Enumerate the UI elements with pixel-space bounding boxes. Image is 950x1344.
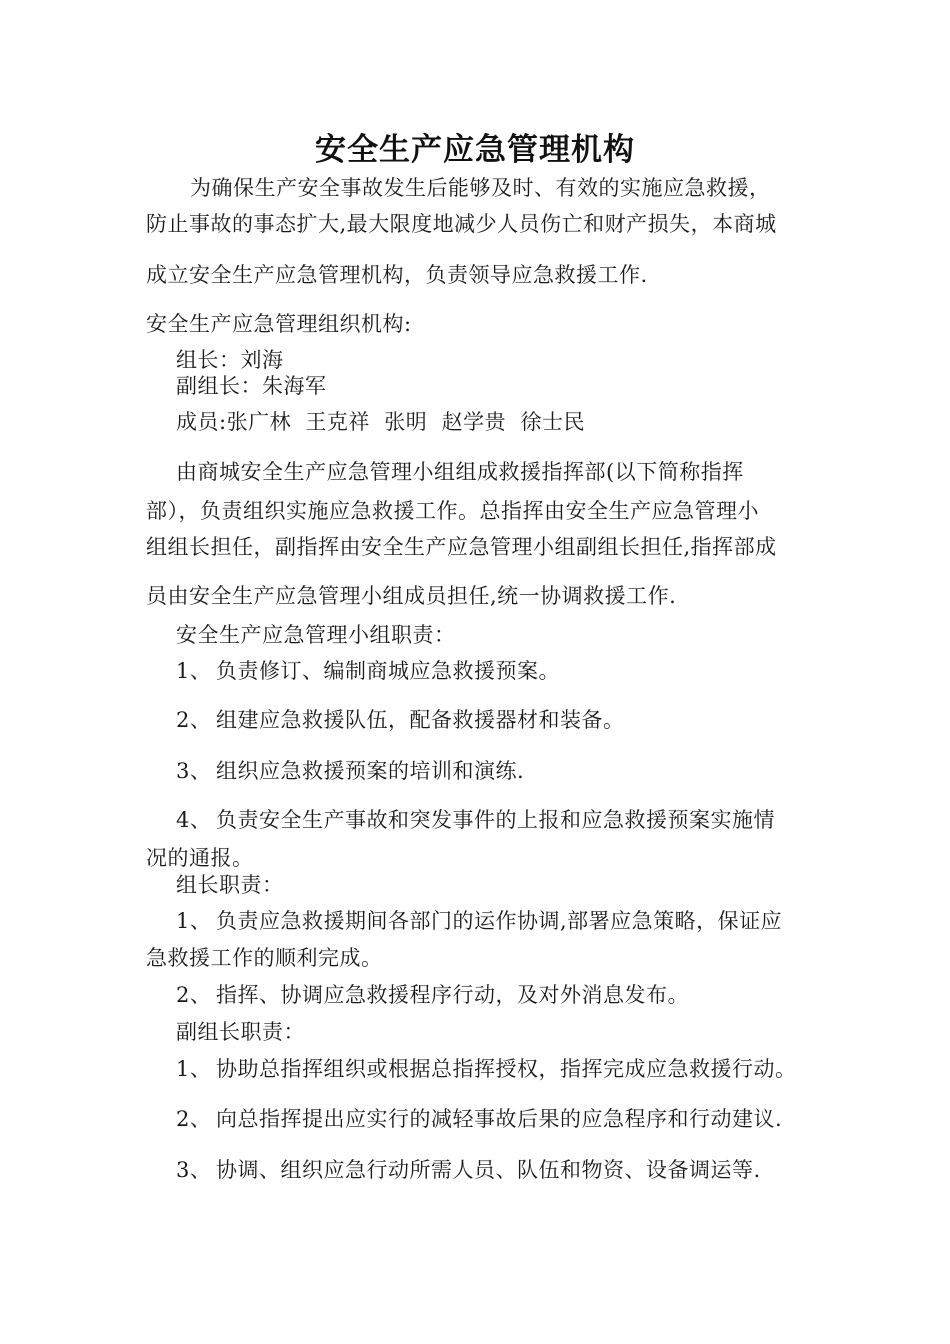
- command-line-3: 组组长担任，副指挥由安全生产应急管理小组副组长担任,指挥部成: [146, 535, 777, 559]
- deputy-duty-item-3: [176, 1157, 761, 1183]
- item-text: 指挥、协调应急救援程序行动，及对外消息发布。: [216, 983, 689, 1007]
- item-text: 组织应急救援预案的培训和演练.: [216, 759, 525, 783]
- item-number: 1、: [176, 909, 212, 933]
- command-line-2: 部），负责组织实施应急救援工作。总指挥由安全生产应急管理小: [146, 499, 759, 523]
- item-number: 4、: [176, 808, 212, 832]
- group-duty-item-1: [176, 658, 560, 684]
- intro-line-1: 为确保生产安全事故发生后能够及时、有效的实施应急救援，: [190, 176, 771, 200]
- item-number: 2、: [176, 708, 212, 732]
- org-members: 成员:张广林 王克祥 张明 赵学贵 徐士民: [176, 410, 585, 434]
- deputy-duties-heading: 副组长职责：: [176, 1020, 305, 1044]
- item-text: 向总指挥提出应实行的减轻事故后果的应急程序和行动建议.: [216, 1107, 783, 1131]
- item-text: 协调、组织应急行动所需人员、队伍和物资、设备调运等.: [216, 1158, 761, 1182]
- item-number: 1、: [176, 659, 212, 683]
- leader-duty-item-2: [176, 982, 689, 1008]
- group-duties-heading: 安全生产应急管理小组职责：: [176, 623, 456, 647]
- group-duty-item-4: [176, 807, 775, 833]
- item-number: 3、: [176, 1158, 212, 1182]
- item-text: 负责安全生产事故和突发事件的上报和应急救援预案实施情: [216, 808, 775, 832]
- item-text: 协助总指挥组织或根据总指挥授权，指挥完成应急救援行动。: [216, 1057, 797, 1081]
- item-text: 组建应急救援队伍，配备救援器材和装备。: [216, 708, 625, 732]
- group-duty-item-4-continuation: 况的通报。: [146, 846, 254, 870]
- command-line-4: 员由安全生产应急管理小组成员担任,统一协调救援工作.: [146, 584, 677, 608]
- item-number: 1、: [176, 1057, 212, 1081]
- item-number: 2、: [176, 1107, 212, 1131]
- item-text: 负责修订、编制商城应急救援预案。: [216, 659, 560, 683]
- page-title: 安全生产应急管理机构: [315, 132, 635, 168]
- org-heading: 安全生产应急管理组织机构:: [146, 312, 412, 336]
- leader-duty-item-1: [176, 908, 782, 934]
- intro-line-2: 防止事故的事态扩大,最大限度地减少人员伤亡和财产损失，本商城: [146, 212, 777, 236]
- group-duty-item-2: [176, 707, 625, 733]
- item-number: 2、: [176, 983, 212, 1007]
- item-number: 3、: [176, 759, 212, 783]
- group-duty-item-3: [176, 758, 524, 784]
- command-line-1: 由商城安全生产应急管理小组组成救援指挥部(以下简称指挥: [176, 460, 744, 484]
- intro-line-3: 成立安全生产应急管理机构，负责领导应急救援工作.: [146, 263, 648, 287]
- org-deputy: 副组长：朱海军: [176, 374, 327, 398]
- leader-duty-item-1-continuation: 急救援工作的顺利完成。: [146, 946, 383, 970]
- org-leader: 组长：刘海: [176, 348, 284, 372]
- leader-duties-heading: 组长职责：: [176, 873, 284, 897]
- deputy-duty-item-1: [176, 1056, 797, 1082]
- item-text: 负责应急救援期间各部门的运作协调,部署应急策略，保证应: [216, 909, 783, 933]
- deputy-duty-item-2: [176, 1106, 782, 1132]
